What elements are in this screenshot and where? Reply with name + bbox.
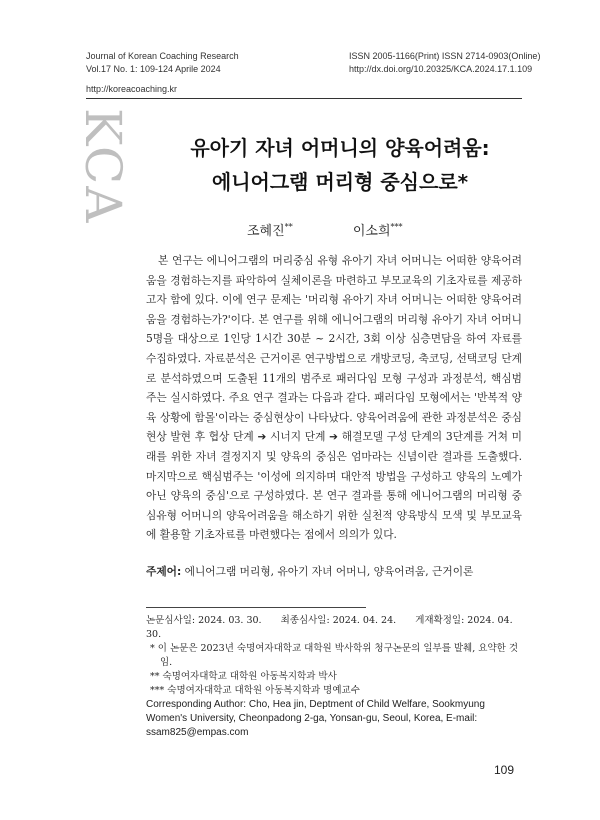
journal-header-right xyxy=(349,50,540,76)
footnote-2: ** 숙명여자대학교 대학원 아동복지학과 박사 xyxy=(150,671,337,682)
author-list xyxy=(247,220,403,239)
corresponding-author: Corresponding Author: Cho, Hea jin, Deptment of Child Welfare, Sookmyung Women's University, Cheonpadong 2-ga, Yonsan-gu, Seoul, Korea, E-mail: ssam825@empas.com xyxy=(146,699,485,738)
page-number: 109 xyxy=(494,763,515,777)
journal-header-left xyxy=(86,50,239,76)
keywords-text: 에니어그램 머리형, 유아기 자녀 어머니, 양육어려움, 근거이론 xyxy=(184,565,474,578)
accepted-date: 게재확정일: 2024. 04. 30. xyxy=(146,615,513,640)
review-dates xyxy=(146,614,522,642)
issn: ISSN 2005-1166(Print) ISSN 2714-0903(Online) xyxy=(349,51,541,61)
abstract: 본 연구는 에니어그램의 머리중심 유형 유아기 자녀 어머니는 어떠한 양육어려움을 경험하는지를 파악하여 실체이론을 마련하고 부모교육의 기초자료를 제공하고자 함에 있다. 이에 연구 문제는 '머리형 유아기 자녀 어머니는 어떠한 양육어려움을 경험하는가?'이다. 본 연구를 위해 에니어그램의 머리형 유아기 자녀 어머니 5명을 대상으로 1인당 1시간 30분 ~ 2시간, 3회 이상 심층면담을 하여 자료를 수집하였다. 자료분석은 근거이론 연구방법으로 개방코딩, 축코딩, 선택코딩 단계로 분석하였으며 도출된 11개의 범주로 패러다임 모형 구성과 과정분석, 핵심범주는 실시하였다. 주요 연구 결과는 다음과 같다. 패러다임 모형에서는 '반복적 양육 상황에 함몰'이라는 중심현상이 나타났다. 양육어려움에 관한 과정분석은 중심현상 발현 후 협상 단계 ➔ 시너지 단계 ➔ 해결모델 구성 단계의 3단계를 거쳐 미래를 위한 자녀 결정지지 및 양육의 중심은 엄마라는 신념이란 결과를 도출했다. 마지막으로 핵심범주는 '이성에 의지하며 대안적 방법을 구성하고 양육의 노예가 아닌 양육의 중심'으로 구성하였다. 본 연구 결과를 통해 에니어그램의 머리형 중심유형 어머니의 양육어려움을 해소하기 위한 실천적 양육방식 모색 및 부모교육에 활용할 기초자료를 마련했다는 점에서 의의가 있다. xyxy=(146,254,522,542)
keywords-label: 주제어: xyxy=(146,565,182,578)
header-divider xyxy=(86,98,522,99)
footnotes xyxy=(146,614,522,740)
author-name: 이소희 xyxy=(352,224,391,239)
author-mark: ** xyxy=(284,222,293,232)
journal-name: Journal of Korean Coaching Research xyxy=(86,51,239,61)
footnote-3: *** 숙명여자대학교 대학원 아동복지학과 명예교수 xyxy=(150,685,360,696)
footnote-divider xyxy=(146,607,366,608)
journal-volume: Vol.17 No. 1: 109-124 Aprile 2024 xyxy=(86,64,221,74)
revised-date: 최종심사일: 2024. 04. 24. xyxy=(280,615,397,626)
author-name: 조혜진 xyxy=(247,224,285,239)
keywords xyxy=(146,564,522,579)
paper-title-line2: 에니어그램 머리형 중심으로* xyxy=(211,170,469,194)
journal-site-link[interactable]: http://koreacoaching.kr xyxy=(86,84,178,94)
doi-link[interactable]: http://dx.doi.org/10.20325/KCA.2024.17.1.109 xyxy=(349,64,533,74)
footnote-1: * 이 논문은 2023년 숙명여자대학교 대학원 박사학위 청구논문의 일부를 발췌, 요약한 것임. xyxy=(150,643,519,668)
author-1 xyxy=(247,224,293,239)
received-date: 논문심사일: 2024. 03. 30. xyxy=(146,615,262,626)
paper-title-line1: 유아기 자녀 어머니의 양육어려움: xyxy=(190,136,490,160)
kca-logo: KCA xyxy=(74,108,132,225)
author-2 xyxy=(353,224,403,239)
author-mark: *** xyxy=(390,222,403,232)
